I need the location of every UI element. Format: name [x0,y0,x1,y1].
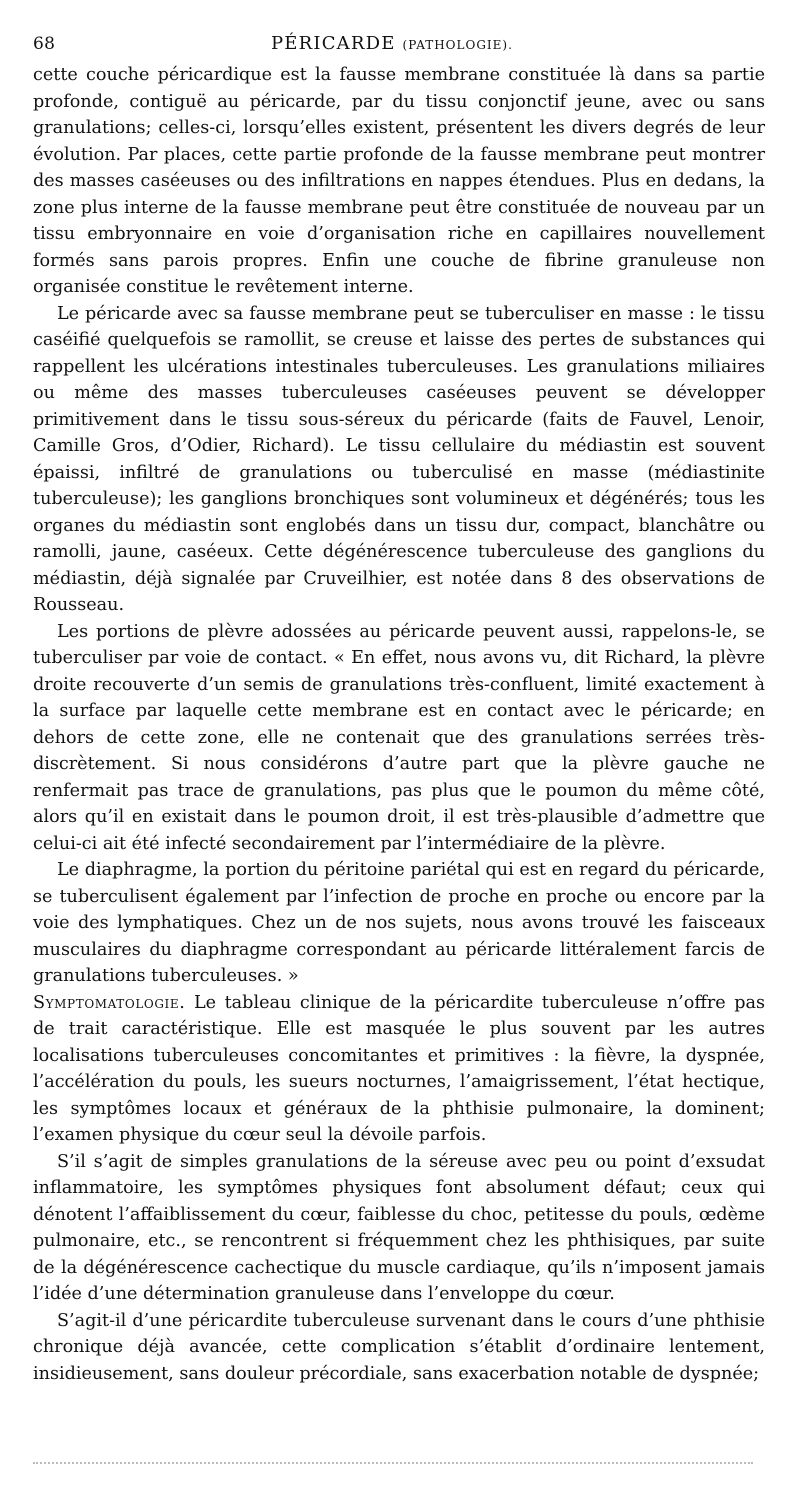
paragraph-diaphragme: Le diaphragme, la portion du péritoine pariétal qui est en regard du péricarde, se tuberculisent également par l’infection de proche en proche ou encore par la voie des lymphatiques. Chez un de nos sujets, nous avons trouvé les faisceaux musculaires du diaphragme correspondant au péricarde littéralement farcis de granulations tuberculeuses. » [33,860,765,986]
paragraph-tuberculisation: Le péricarde avec sa fausse membrane peut se tuberculiser en masse : le tissu caséifié quelquefois se ramollit, se creuse et laisse des pertes de substances qui rappellent les ulcérations intestinales tuberculeuses. Les granulations miliaires ou même des masses tuberculeuses caséeuses peuvent se développer primitivement dans le tissu sous-séreux du péricarde (faits de Fauvel, Lenoir, Camille Gros, d’Odier, Richard). Le tissu cellulaire du médiastin est souvent épaissi, infiltré de granulations ou tuberculisé en masse (médiastinite tuberculeuse); les ganglions bronchiques sont volumineux et dégénérés; tous les organes du médiastin sont englobés dans un tissu dur, compact, blanchâtre ou ramolli, jaune, caséeux. Cette dégénérescence tuberculeuse des ganglions du médiastin, déjà signalée par Cruveilhier, est notée dans 8 des observations de Rousseau. [33,303,765,615]
paragraph-phthisie: S’agit-il d’une péricardite tuberculeuse survenant dans le cours d’une phthisie chronique déjà avancée, cette complication s’établit d’ordinaire lentement, insidieusement, sans douleur précordiale, sans exacerbation notable de dyspnée; [33,1310,765,1384]
paragraph-plevre: Les portions de plèvre adossées au péricarde peuvent aussi, rappelons-le, se tuberculiser par voie de contact. « En effet, nous avons vu, dit Richard, la plèvre droite recouverte d’un semis de granulations très-confluent, limité exactement à la surface par laquelle cette membrane est en contact avec le péricarde; en dehors de cette zone, elle ne contenait que des granulations serrées très-discrètement. Si nous considérons d’autre part que la plèvre gauche ne renfermait pas trace de granulations, pas plus que le poumon du même côté, alors qu’il en existait dans le poumon droit, il est très-plausible d’admettre que celui-ci ait été infecté secondairement par l’intermédiaire de la plèvre. [33,621,765,854]
running-title [271,33,513,54]
page-bottom-bleedthrough [33,1462,753,1464]
running-header [33,28,765,62]
paragraph-symptomatologie [33,990,765,1149]
paragraph-continuation: cette couche péricardique est la fausse membrane constituée là dans sa partie profonde, contiguë au péricarde, par du tissu conjonctif jeune, avec ou sans granulations; celles-ci, lorsqu’elles existent, présentent les divers degrés de leur évolution. Par places, cette partie profonde de la fausse membrane peut montrer des masses caséeuses ou des infiltrations en nappes étendues. Plus en dedans, la zone plus interne de la fausse membrane peut être constituée de nouveau par un tissu embryonnaire en voie d’organisation riche en capillaires nouvellement formés sans parois propres. Enfin une couche de fibrine granuleuse non organisée constitue le revêtement interne. [33,65,765,297]
running-title-sub: (PATHOLOGIE). [402,38,513,52]
section-text: Le tableau clinique de la péricardite tuberculeuse n’offre pas de trait caractéristique. Elle est masquée le plus souvent par les autres localisations tuberculeuses concomitantes et primitives : la fièvre, la dyspnée, l’accélération du pouls, les sueurs nocturnes, l’amaigrissement, l’état hectique, les symptômes locaux et généraux de la phthisie pulmonaire, la dominent; l’examen physique du cœur seul la dévoile parfois. [33,992,765,1145]
paragraph-granulations: S’il s’agit de simples granulations de la séreuse avec peu ou point d’exsudat inflammatoire, les symptômes physiques font absolument défaut; ceux qui dénotent l’affaiblissement du cœur, faiblesse du choc, petitesse du pouls, œdème pulmonaire, etc., se rencontrent si fréquemment chez les phthisiques, par suite de la dégénérescence cachectique du muscle cardiaque, qu’ils n’imposent jamais l’idée d’une détermination granuleuse dans l’enveloppe du cœur. [33,1151,765,1304]
book-page [33,28,765,1387]
body-text [33,62,765,1387]
page-number: 68 [33,34,56,54]
running-title-main: PÉRICARDE [271,33,396,54]
section-heading: Symptomatologie. [33,992,186,1013]
